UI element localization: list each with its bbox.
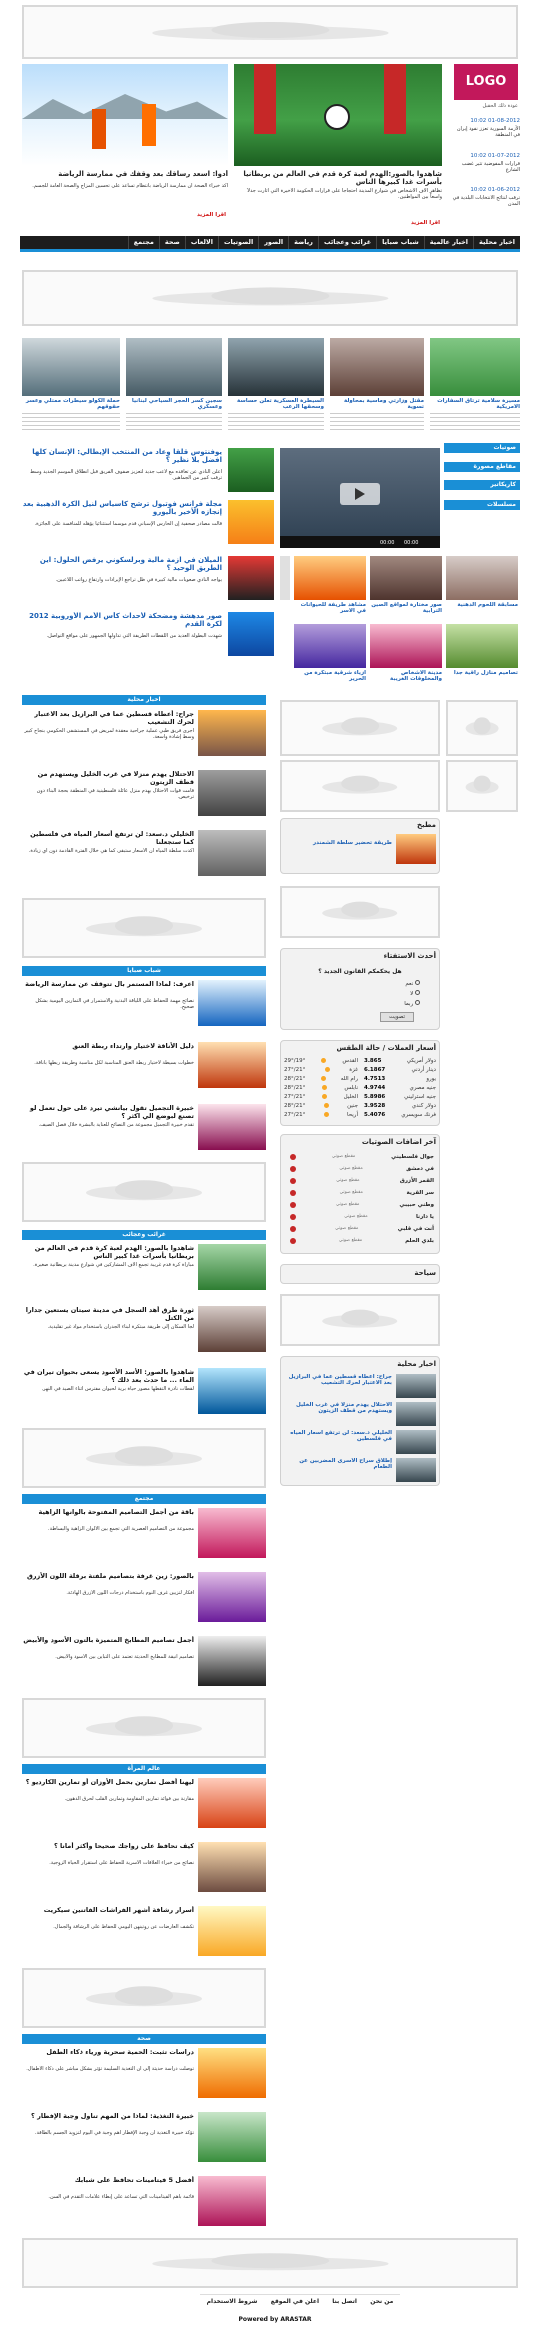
photo-grid-caption[interactable]: أزياء شرقية مبتكرة من الحرير: [304, 670, 366, 682]
audio-play-icon[interactable]: [290, 1226, 296, 1232]
poll-vote-button[interactable]: تصويت: [380, 1012, 414, 1022]
audio-item-sub: مقطع صوتي: [339, 1190, 363, 1195]
currency-row: [364, 1112, 436, 1118]
poll-box: [280, 948, 440, 1030]
sidebar-ad[interactable]: [280, 886, 440, 938]
blue-news-body: أعلن النادي عن تعاقده مع لاعب جديد لتعزيز صفوف الفريق قبل انطلاق الموسم الجديد وسط ترقب كبير من الجماهير.: [30, 469, 222, 481]
weather-row: [284, 1076, 358, 1082]
section-item-title[interactable]: الخليلي د.سعد: لن ترتفع أسعار المياه في فلسطين كما ستجعلنا: [30, 830, 194, 846]
blue-news-title[interactable]: مجلة فرانس فوتبول ترشح كاسياس لنيل الكرة الذهبية بعد إنجازه الأخير باليورو: [22, 500, 222, 516]
tourism-title[interactable]: سياحة: [414, 1269, 436, 1277]
poll-option[interactable]: [380, 990, 420, 998]
section-item-body: لقطات نادرة التقطها مصور حياة برية لحيوان مفترس أثناء الصيد في النهر.: [41, 1386, 194, 1392]
currency-value: 5.4076: [364, 1112, 386, 1118]
second-story-image[interactable]: [22, 64, 228, 166]
photo-grid-caption[interactable]: مدينة الاشخاص والمخلوقات الغريبة: [390, 670, 442, 682]
sun-icon: [325, 1067, 330, 1072]
audio-play-icon[interactable]: [290, 1238, 296, 1244]
sun-icon: [324, 1112, 329, 1117]
currency-name: فرنك سويسري: [401, 1112, 436, 1118]
strip-image[interactable]: [330, 338, 424, 396]
poll-title: أحدث الاستفتاء: [383, 952, 436, 960]
nav-item[interactable]: اخبار محلية: [473, 236, 520, 249]
local-news-image[interactable]: [396, 1430, 436, 1454]
section-item-title[interactable]: اعرف: لماذا المستمر بال تتوقف عن ممارسة الرياضة: [25, 980, 194, 988]
audio-item-name: في دمشق: [406, 1166, 434, 1172]
video-time: 00:00: [380, 540, 395, 546]
audio-item-sub: مقطع صوتي: [336, 1202, 360, 1207]
strip-image[interactable]: [126, 338, 222, 396]
local-news-item-title[interactable]: إطلاق سراح الأسرى المضربين عن الطعام: [299, 1458, 392, 1470]
section-item-body: نصائح مهمة للحفاظ على اللياقة البدنية والاستمرار في التمارين اليومية بشكل صحيح.: [35, 998, 194, 1010]
currency-name: دولار أمريكي: [406, 1058, 436, 1064]
play-icon[interactable]: [355, 488, 365, 500]
currency-value: 4.9744: [364, 1085, 386, 1091]
section-item-title[interactable]: أسرار رشاقة أشهر الفراشات الفاتنين سيكريت: [43, 1906, 194, 1914]
strip-image[interactable]: [22, 338, 120, 396]
weather-city: الخليل: [343, 1094, 358, 1100]
section-item-title[interactable]: الاحتلال يهدم منزلا في غرب الخليل ويستهدم من قطف الزيتون: [37, 770, 194, 786]
section-header-women[interactable]: عالم المرأة: [22, 1764, 266, 1774]
blue-news-image[interactable]: [228, 612, 274, 656]
poll-option-label: نعم: [405, 981, 414, 987]
audio-play-icon[interactable]: [290, 1190, 296, 1196]
kitchen-title[interactable]: مطبخ: [416, 821, 436, 829]
weather-temp: 28°/21°: [284, 1085, 306, 1091]
footer-link-terms[interactable]: شروط الاستخدام: [206, 2298, 258, 2305]
audio-item[interactable]: [290, 1202, 434, 1208]
audio-item[interactable]: [290, 1178, 434, 1184]
video-duration: 00:00: [404, 540, 419, 546]
blue-news-image[interactable]: [228, 448, 274, 492]
section-item-title[interactable]: كيف تحافظ على زواجك صحيحا وأكثر أمانا ؟: [53, 1842, 194, 1850]
poll-option[interactable]: [380, 980, 420, 988]
weather-city: القدس: [342, 1058, 358, 1064]
currency-row: [364, 1085, 436, 1091]
nav-item[interactable]: الالعاب: [185, 236, 218, 249]
inline-ad[interactable]: [22, 898, 266, 958]
section-image[interactable]: [198, 980, 266, 1026]
second-story-body: أكد خبراء الصحة أن ممارسة الرياضة بانتظام تساعد على تحسين المزاج والصحة العامة للجسم.: [32, 183, 228, 189]
bottom-banner-ad[interactable]: [22, 2238, 518, 2288]
side-news-text: قرارات المفوضية تثير غضب الشارع: [461, 161, 520, 173]
blue-news-title[interactable]: يوفنتوس قلقا وعاد من المنتخب الإيطالي: الإنسان كلها افضل بلا نظير ؟: [32, 448, 222, 464]
inline-ad[interactable]: [22, 1162, 266, 1222]
weather-row: [284, 1103, 358, 1109]
section-item-body: لجأ السكان إلى طريقة مبتكرة لبناء الجدران باستخدام مواد غير تقليدية.: [47, 1324, 194, 1330]
audio-title: آخر اضافات الصوتيات: [361, 1138, 436, 1146]
section-item-title[interactable]: أفضل 5 فيتامينات تحافظ على شبابك: [74, 2176, 194, 2184]
inline-ad[interactable]: [22, 1428, 266, 1488]
strip-caption[interactable]: سجين كسر الحجر السياحي لبنانيا وعسكري: [131, 398, 222, 410]
section-item-title[interactable]: أجمل تصاميم المطابخ المتميزة بالتون الأسود والأبيض: [23, 1636, 194, 1644]
weather-temp: 27°/21°: [284, 1112, 306, 1118]
section-item-title[interactable]: باقة من أجمل التصاميم المفتوحة بالوانها الزاهية: [38, 1508, 194, 1516]
section-item-title[interactable]: ثورة طرق أهد السجل في مدينة سيتان يستعين جدارا من الكتل: [25, 1306, 194, 1322]
weather-temp: 27°/21°: [284, 1067, 306, 1073]
nav-item[interactable]: الصوتيات: [218, 236, 258, 249]
photo-grid-caption[interactable]: صور مختارة لمواقع الصين الترابية: [371, 602, 442, 614]
section-header-local[interactable]: اخبار محلية: [22, 695, 266, 705]
section-item-title[interactable]: خبيرة التغذية: لماذا من المهم تناول وجبة الإفطار ؟: [31, 2112, 194, 2120]
blue-news-body: يواجه النادي صعوبات مالية كبيرة في ظل تراجع الإيرادات وارتفاع رواتب اللاعبين.: [55, 577, 222, 583]
nav-item[interactable]: شباب صبايا: [376, 236, 424, 249]
sun-icon: [324, 1103, 329, 1108]
footer-divider: [200, 2294, 400, 2295]
currency-value: 3.865: [364, 1058, 382, 1064]
audio-item-name: بلدي الحلم: [405, 1238, 434, 1244]
photo-grid-image[interactable]: [370, 624, 442, 668]
section-item-body: قائمة بأهم الفيتامينات التي تساعد على إبطاء علامات التقدم في السن.: [48, 2194, 194, 2200]
side-news-date: 01-07-2012 10:02: [470, 153, 520, 159]
weather-city: أريحا: [347, 1112, 358, 1118]
weather-city: غزة: [349, 1067, 358, 1073]
main-story-title[interactable]: شاهدوا بالصور:الهدم لعبة كرة قدم في العالم من بريطانيا بأسرات غدا كبيرها الناس: [243, 170, 442, 186]
currency-value: 5.8986: [364, 1094, 386, 1100]
side-news-item[interactable]: [450, 118, 520, 158]
audio-play-icon[interactable]: [290, 1214, 296, 1220]
photo-grid-image[interactable]: [280, 556, 290, 600]
section-item-body: نصائح من خبراء العلاقات الأسرية للحفاظ على استقرار الحياة الزوجية.: [49, 1860, 194, 1866]
section-item-title[interactable]: دراسات تثبت: الحمية سحرية ورياء ذكاء الطفل: [46, 2048, 194, 2056]
section-image[interactable]: [198, 1572, 266, 1622]
nav-item[interactable]: الصور: [258, 236, 288, 249]
strip-text: [228, 410, 324, 430]
nav-item[interactable]: غرائب وعجائب: [318, 236, 376, 249]
currency-name: جنيه مصري: [409, 1085, 436, 1091]
poll-option-label: لا: [410, 991, 414, 997]
section-image[interactable]: [198, 2176, 266, 2226]
sun-icon: [322, 1094, 327, 1099]
currency-value: 3.9528: [364, 1103, 386, 1109]
main-story-more-link[interactable]: اقرأ المزيد: [410, 220, 440, 226]
photo-grid-image[interactable]: [294, 556, 366, 600]
photo-grid-caption[interactable]: تصاميم منازل راقية جدا: [453, 670, 518, 676]
section-item-body: أكدت سلطة المياه أن الأسعار ستبقى كما هي خلال الفترة القادمة دون أي زيادة.: [28, 848, 194, 854]
blue-news-image[interactable]: [228, 556, 274, 600]
strip-image[interactable]: [228, 338, 324, 396]
currency-row: [364, 1076, 436, 1082]
section-image[interactable]: [198, 2048, 266, 2098]
section-image[interactable]: [198, 1906, 266, 1956]
section-image[interactable]: [198, 1368, 266, 1414]
sidebar-ad[interactable]: [280, 700, 440, 756]
section-image[interactable]: [198, 2112, 266, 2162]
kitchen-image[interactable]: [396, 834, 436, 864]
banner-ad[interactable]: [22, 270, 518, 326]
local-news-item-title[interactable]: الخليلي د.سعد: لن ترتفع أسعار المياه في فلسطين: [290, 1430, 392, 1442]
weather-city: نابلس: [344, 1085, 358, 1091]
weather-row: [284, 1058, 358, 1064]
local-news-image[interactable]: [396, 1402, 436, 1426]
photo-grid-image[interactable]: [370, 556, 442, 600]
currency-value: 4.7513: [364, 1076, 386, 1082]
blue-news-title[interactable]: الميلان في ازمة مالية وبرلسكوني يرفض الحلول: اين الطريق الوحيد ؟: [39, 556, 222, 572]
currency-row: [364, 1058, 436, 1064]
blue-news-body: شهدت البطولة العديد من اللقطات الطريفة التي تداولها الجمهور على مواقع التواصل.: [46, 633, 222, 639]
audio-play-icon[interactable]: [290, 1154, 296, 1160]
audio-item-name: جوال فلسطيني: [391, 1154, 434, 1160]
inline-ad[interactable]: [22, 1698, 266, 1758]
weather-temp: 29°/19°: [284, 1058, 306, 1064]
weather-temp: 28°/21°: [284, 1103, 306, 1109]
side-news-item[interactable]: [450, 153, 520, 183]
currency-name: يورو: [426, 1076, 436, 1082]
top-banner-ad[interactable]: [22, 5, 518, 59]
section-image[interactable]: [198, 1042, 266, 1088]
weather-row: [284, 1094, 358, 1100]
blue-news-body: قالت مصادر صحفية إن الحارس الإسباني قدم موسماً استثنائياً يؤهله للمنافسة على الجائزة.: [34, 521, 222, 527]
photo-grid-caption[interactable]: مشاهد طريفة للحيوانات في الاسر: [300, 602, 366, 614]
audio-play-icon[interactable]: [290, 1166, 296, 1172]
sidebar-ad[interactable]: [280, 1294, 440, 1346]
radio-icon[interactable]: [415, 990, 420, 995]
audio-play-icon[interactable]: [290, 1202, 296, 1208]
weather-row: [284, 1112, 358, 1118]
section-image[interactable]: [198, 1508, 266, 1558]
section-item-body: تكشف العارضات عن روتينهن اليومي للحفاظ على الرشاقة والجمال.: [53, 1924, 194, 1930]
section-item-body: تقدم خبيرة التجميل مجموعة من النصائح للعناية بالبشرة خلال فصل الصيف.: [38, 1122, 194, 1128]
currency-name: جنيه استرليني: [404, 1094, 436, 1100]
poll-option[interactable]: [380, 1000, 420, 1008]
section-item-body: تصاميم أنيقة للمطابخ الحديثة تعتمد على التباين بين الأسود والأبيض.: [55, 1654, 194, 1660]
section-item-body: قامت قوات الاحتلال بهدم منزل عائلة فلسطينية في المنطقة بحجة البناء دون ترخيص.: [36, 788, 194, 800]
section-image[interactable]: [198, 710, 266, 756]
sun-icon: [321, 1076, 326, 1081]
section-item-body: أفكار لتزيين غرف النوم باستخدام درجات اللون الأزرق الهادئة.: [66, 1590, 194, 1596]
main-story-body: تظاهر آلاف الأشخاص في شوارع المدينة احتجاجاً على قرارات الحكومة الأخيرة التي أثارت جدلاً واسعاً بين المواطنين.: [247, 188, 442, 200]
video-player[interactable]: [280, 448, 440, 548]
section-item-title[interactable]: جراح: أعطاه قسطين عما في البرازيل بعد الاعتبار لحرك التشعيب: [34, 710, 194, 726]
section-image[interactable]: [198, 1104, 266, 1150]
audio-item-sub: مقطع صوتي: [331, 1154, 356, 1159]
main-nav: [20, 236, 520, 252]
audio-item-sub: مقطع صوتي: [338, 1238, 363, 1243]
sun-icon: [322, 1085, 327, 1090]
weather-city: جنين: [347, 1103, 358, 1109]
second-story-title[interactable]: أدوا: اسعد رساقك بعد وقفك في ممارسة الرياضة: [58, 170, 228, 178]
weather-temp: 28°/21°: [284, 1076, 306, 1082]
tab-video-clips[interactable]: مقاطع مصورة: [444, 462, 520, 472]
section-item-title[interactable]: دليل الأناقة لاختيار وارتداء ربطة العنق: [72, 1042, 194, 1050]
section-item-body: أجرى فريق طبي عملية جراحية معقدة لمريض في المستشفى الحكومي بنجاح كبير وسط إشادة واسعة.: [24, 728, 194, 740]
sidebar-ad[interactable]: [446, 700, 518, 756]
audio-item-name: أنت في قلبي: [397, 1226, 434, 1232]
audio-item[interactable]: [290, 1166, 434, 1172]
currency-row: [364, 1067, 436, 1073]
nav-item[interactable]: صحة: [159, 236, 185, 249]
weather-temp: 27°/21°: [284, 1094, 306, 1100]
tab-series[interactable]: مسلسلات: [444, 500, 520, 510]
audio-item-name: يا دارنا: [415, 1214, 434, 1220]
header-date-line: عودة ذلك الحقبل: [482, 103, 518, 109]
sun-icon: [321, 1058, 326, 1063]
audio-item-name: سر القرية: [406, 1190, 434, 1196]
side-news-text: ترقب لنتائج الانتخابات البلدية في المدن: [452, 195, 520, 207]
photo-grid-image[interactable]: [446, 624, 518, 668]
audio-item-sub: مقطع صوتي: [336, 1178, 360, 1183]
blue-news-image[interactable]: [228, 500, 274, 544]
radio-icon[interactable]: [415, 980, 420, 985]
footer-link-advertise[interactable]: اعلن في الموقع: [270, 2298, 320, 2305]
footer-link-about[interactable]: من نحن: [370, 2298, 394, 2305]
photo-grid-image[interactable]: [294, 624, 366, 668]
footer-link-contact[interactable]: اتصل بنا: [332, 2298, 357, 2305]
section-item-title[interactable]: شاهدوا بالصور: الأسد الأسود يسعى بحيوان تيران في الماء ... ما حدث بعد ذلك ؟: [23, 1368, 194, 1384]
footer-powered[interactable]: Powered by ARASTAR: [238, 2316, 312, 2323]
currency-name: دولار كندي: [411, 1103, 436, 1109]
poll-question: هل يحكمكم القانون الجديد ؟: [318, 968, 402, 975]
sidebar-ad[interactable]: [280, 760, 440, 812]
side-news-date: 01-06-2012 10:02: [470, 187, 520, 193]
audio-item-sub: مقطع صوتي: [335, 1226, 359, 1231]
local-news-item-title[interactable]: الاحتلال يهدم منزلا في غرب الخليل ويستهدم من قطف الزيتون: [296, 1402, 392, 1414]
strip-caption[interactable]: مقتل وزارتي وماسية بمحاولة تسوية: [343, 398, 424, 410]
strip-text: [126, 410, 222, 430]
audio-item[interactable]: [290, 1190, 434, 1196]
audio-item-sub: مقطع صوتي: [339, 1166, 363, 1171]
currency-name: دينار أردني: [411, 1067, 436, 1073]
section-image[interactable]: [198, 1842, 266, 1892]
section-image[interactable]: [198, 770, 266, 816]
radio-icon[interactable]: [415, 1000, 420, 1005]
nav-item[interactable]: رياضة: [288, 236, 318, 249]
strip-caption[interactable]: السيطرة العسكرية تعلن حساسة وسحقها الرعب: [237, 398, 324, 410]
blue-news-title[interactable]: صور مدهشة ومضحكة لأحداث كأس الأمم الأوروبية 2012 لكرة القدم: [29, 612, 222, 628]
section-item-body: تؤكد خبيرة التغذية أن وجبة الإفطار أهم وجبة في اليوم لتزويد الجسم بالطاقة.: [34, 2130, 194, 2136]
section-item-body: مقارنة بين فوائد تمارين المقاومة وتمارين القلب لحرق الدهون.: [64, 1796, 194, 1802]
section-item-title[interactable]: شاهدوا بالصور: الهدم لعبة كرة قدم في العالم من بريطانيا بأسرات غدا كبير الناس: [34, 1244, 194, 1260]
section-item-title[interactable]: بالصور: زين غرفة بتصاميم ملفتة برقلة اللون الأزرق: [26, 1572, 194, 1580]
local-news-title: اخبار محلية: [397, 1360, 436, 1368]
audio-item-sub: مقطع صوتي: [344, 1214, 368, 1219]
inline-ad[interactable]: [22, 1968, 266, 2028]
section-header-health[interactable]: صحة: [22, 2034, 266, 2044]
strip-text: [22, 410, 120, 430]
photo-grid-image[interactable]: [446, 556, 518, 600]
nav-item[interactable]: اخبار عالمية: [424, 236, 473, 249]
side-news-date: 01-08-2012 10:02: [470, 118, 520, 124]
weather-city: رام الله: [340, 1076, 358, 1082]
section-item-body: مجموعة من التصاميم العصرية التي تجمع بين الألوان الزاهية والبساطة.: [48, 1526, 194, 1532]
audio-item[interactable]: [290, 1154, 434, 1160]
section-item-body: خطوات بسيطة لاختيار ربطة العنق المناسبة لكل مناسبة وطريقة ربطها بأناقة.: [34, 1060, 194, 1066]
audio-item-name: وطني حبيبي: [399, 1202, 434, 1208]
second-story-more-link[interactable]: اقرأ المزيد: [196, 212, 226, 218]
local-news-item-title[interactable]: جراح: أعطاه قسطين عما في البرازيل بعد الاعتبار لحرك التشعيب: [288, 1374, 392, 1386]
side-news-item[interactable]: [450, 187, 520, 217]
section-image[interactable]: [198, 1778, 266, 1828]
kitchen-item[interactable]: طريقة تحضير سلطة الشمندر: [313, 840, 392, 846]
audio-play-icon[interactable]: [290, 1178, 296, 1184]
section-header-society[interactable]: مجتمع: [22, 1494, 266, 1504]
tab-audio[interactable]: صوتيات: [444, 443, 520, 453]
audio-item[interactable]: [290, 1214, 434, 1220]
strip-text: [330, 410, 424, 430]
audio-item-name: القمر الأزرق: [399, 1178, 434, 1184]
poll-option-label: ربما: [404, 1001, 414, 1007]
strip-text: [430, 410, 520, 430]
currency-row: [364, 1103, 436, 1109]
rates-title: أسعار العملات / حالة الطقس: [336, 1044, 436, 1052]
tab-caricature[interactable]: كاريكاتير: [444, 480, 520, 490]
weather-row: [284, 1085, 358, 1091]
sidebar-ad[interactable]: [446, 760, 518, 812]
strip-caption[interactable]: مسيرة سلامية ترتاق السفارات الامريكية: [437, 398, 520, 410]
photo-grid-caption[interactable]: مسابقة اللحوم الدهنية: [457, 602, 518, 608]
section-image[interactable]: [198, 830, 266, 876]
section-image[interactable]: [198, 1636, 266, 1686]
weather-row: [284, 1067, 358, 1073]
section-item-title[interactable]: ليهنا أفضل تمارين بحمل الأوزان أو تمارين الكارديو ؟: [25, 1778, 194, 1786]
section-item-title[interactable]: خبيرة التجميل تقول بيانشي تيرد على حول تعمل لو تصنع لبوضع الي اكثر ؟: [29, 1104, 194, 1120]
local-news-image[interactable]: [396, 1374, 436, 1398]
main-story-image[interactable]: [234, 64, 442, 166]
side-news-text: الأزمة السورية تعزز نفوذ إيران في المنطقة: [456, 126, 520, 138]
local-news-image[interactable]: [396, 1458, 436, 1482]
currency-row: [364, 1094, 436, 1100]
section-image[interactable]: [198, 1244, 266, 1290]
currency-value: 6.1867: [364, 1067, 386, 1073]
footer-links: [200, 2298, 400, 2310]
nav-item[interactable]: مجتمع: [128, 236, 159, 249]
strip-caption[interactable]: حملة الكولو سيطرات ممتلي وعسر حقوقهم: [25, 398, 120, 410]
section-image[interactable]: [198, 1306, 266, 1352]
audio-item[interactable]: [290, 1238, 434, 1244]
strip-image[interactable]: [430, 338, 520, 396]
section-item-body: توصلت دراسة حديثة إلى أن التغذية السليمة تؤثر بشكل مباشر على ذكاء الأطفال.: [26, 2066, 194, 2072]
section-item-body: مباراة كرة قدم غريبة تجمع آلاف المشاركين في شوارع مدينة بريطانية صغيرة.: [33, 1262, 194, 1268]
section-header-youth[interactable]: شباب صبايا: [22, 966, 266, 976]
audio-item[interactable]: [290, 1226, 434, 1232]
section-header-oddities[interactable]: غرائب وعجائب: [22, 1230, 266, 1240]
site-logo[interactable]: LOGO: [454, 64, 518, 100]
